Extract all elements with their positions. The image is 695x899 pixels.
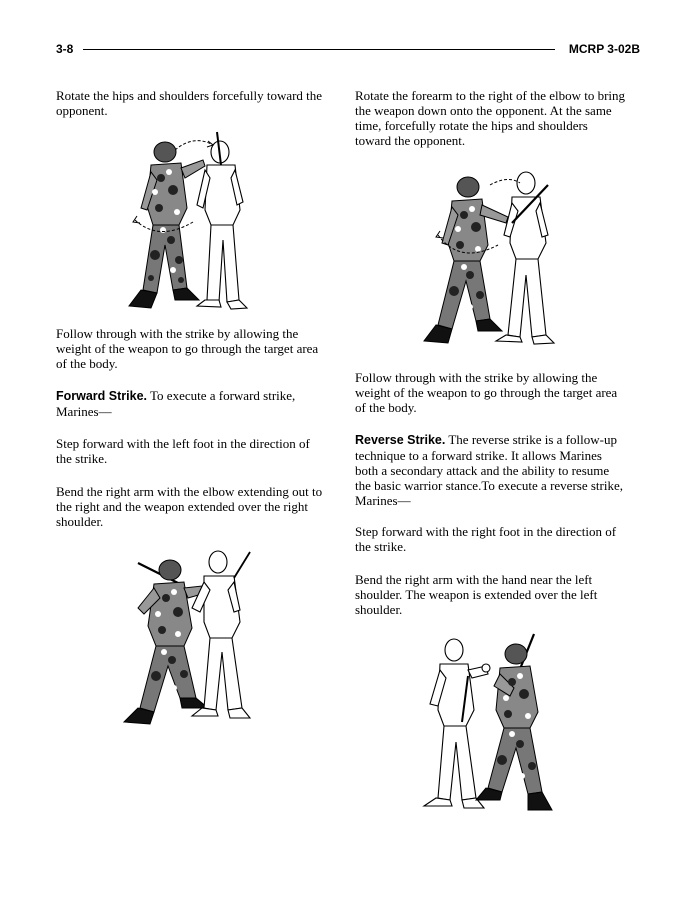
- reverse-strike-heading: Reverse Strike.: [355, 433, 446, 447]
- right-para-step-forward: Step forward with the right foot in the direction of the strike.: [355, 524, 617, 554]
- reverse-strike-text: The reverse strike is a follow-up technique to a forward strike. It allows Marines both a secondary attack and the ability to resume the basic warrior stance.To execute a reverse strike, Marines—: [355, 432, 623, 508]
- figure-forearm-rotation: [408, 165, 558, 350]
- left-para-step-forward: Step forward with the left foot in the direction of the strike.: [56, 436, 310, 466]
- right-para-forearm-rotation: Rotate the forearm to the right of the elbow to bring the weapon down onto the opponent. At the same time, forcefully rotate the hips and shoulders toward the opponent.: [355, 88, 626, 148]
- left-para-follow-through: Follow through with the strike by allowing the weight of the weapon to go through the target area of the body.: [56, 326, 319, 371]
- figure-forward-strike-stance: [118, 548, 258, 733]
- forward-strike-text: To execute a forward strike, Marines—: [56, 388, 296, 419]
- forward-strike-para: [56, 388, 326, 419]
- right-para-bend-arm: Bend the right arm with the hand near the left shoulder. The weapon is extended over the left shoulder.: [355, 572, 598, 617]
- forward-strike-heading: Forward Strike.: [56, 389, 147, 403]
- left-para-bend-arm: Bend the right arm with the elbow extending out to the right and the weapon extended over the right shoulder.: [56, 484, 323, 529]
- left-para-hip-rotation: Rotate the hips and shoulders forcefully toward the opponent.: [56, 88, 323, 118]
- reverse-strike-para: [355, 432, 627, 508]
- header-rule: [83, 49, 555, 50]
- running-header: [56, 42, 640, 58]
- publication-id: MCRP 3-02B: [568, 42, 640, 56]
- figure-reverse-strike-stance: [410, 630, 560, 820]
- figure-hip-rotation: [115, 130, 255, 315]
- right-para-follow-through: Follow through with the strike by allowing the weight of the weapon to go through the target area of the body.: [355, 370, 618, 415]
- page-number: 3-8: [56, 42, 74, 56]
